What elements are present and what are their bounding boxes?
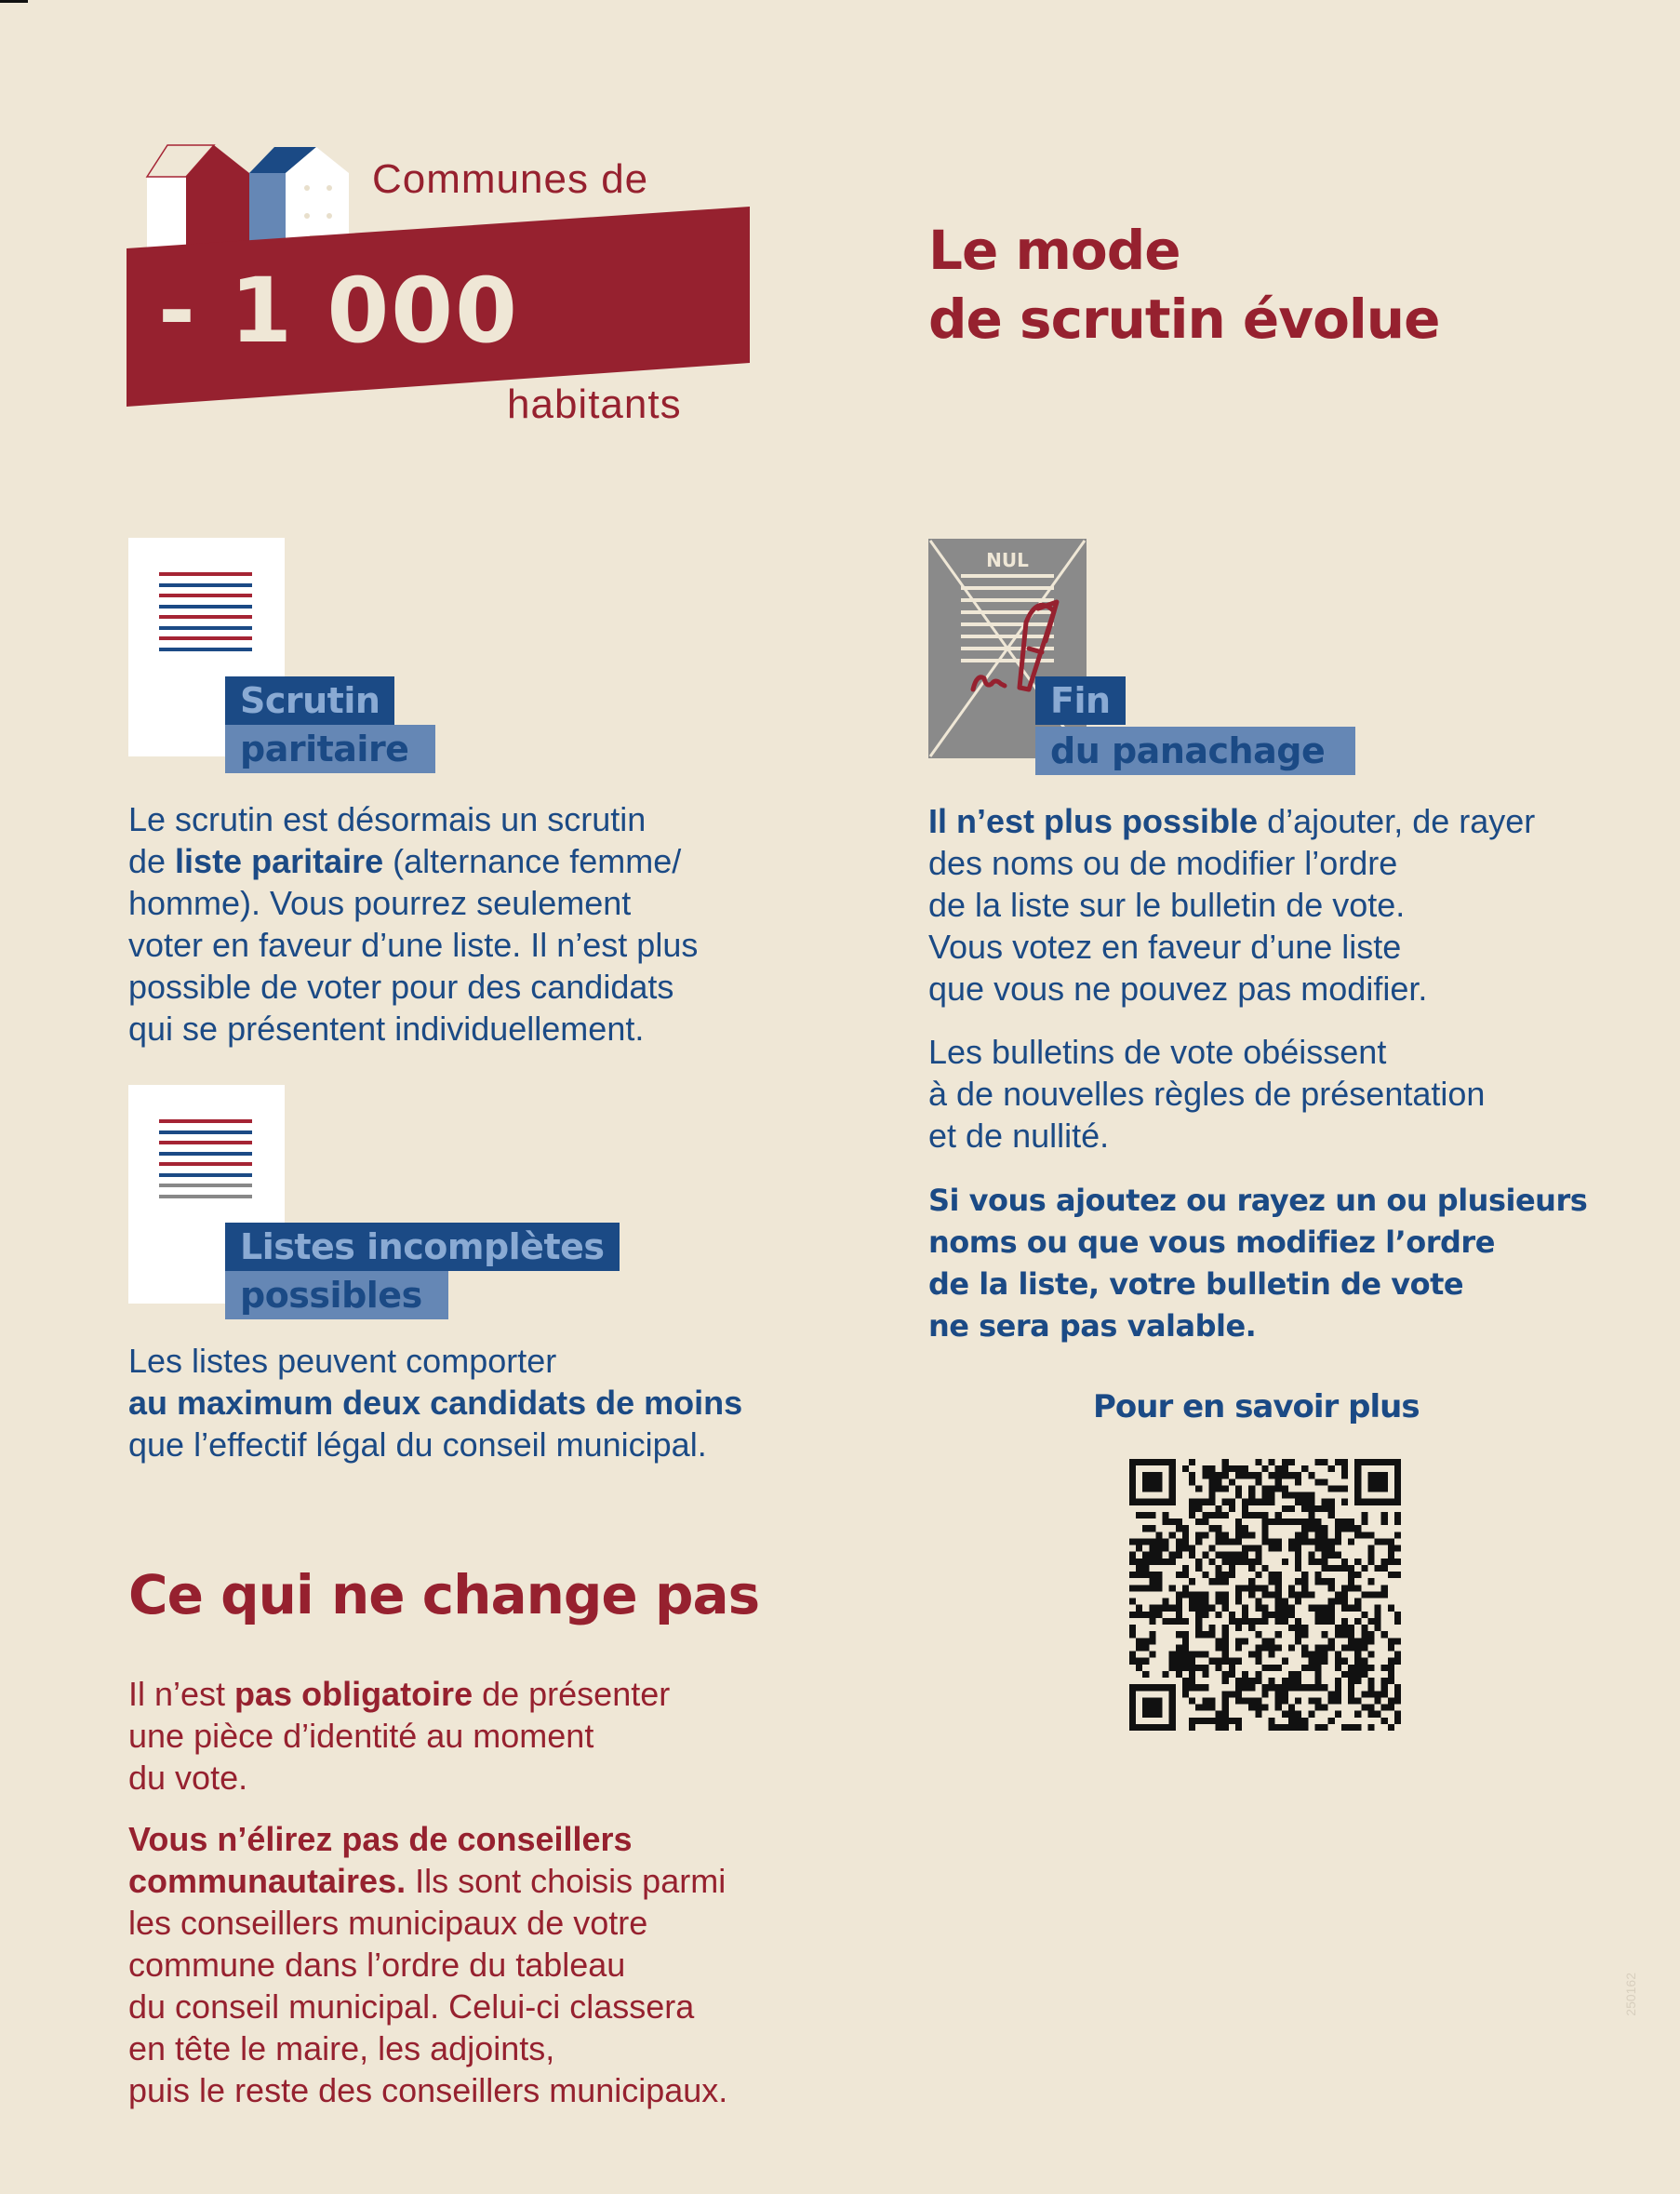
section-title-unchanged: Ce qui ne change pas bbox=[128, 1563, 760, 1626]
text-line: et de nullité. bbox=[928, 1117, 1110, 1155]
text-line: de la liste, votre bulletin de vote bbox=[928, 1266, 1464, 1302]
text-line: à de nouvelles règles de présentation bbox=[928, 1075, 1486, 1113]
text-line: homme). Vous pourrez seulement bbox=[128, 884, 632, 922]
text-line: Les listes peuvent comporter bbox=[128, 1342, 557, 1380]
text-line: Les bulletins de vote obéissent bbox=[928, 1033, 1387, 1071]
document-reference: 250162 bbox=[1623, 1973, 1638, 2016]
text-line bbox=[128, 1382, 742, 1424]
fin-panachage-text-2 bbox=[928, 1031, 1485, 1157]
listes-incompletes-label-2: possibles bbox=[225, 1271, 448, 1319]
text-line: ne sera pas valable. bbox=[928, 1308, 1257, 1344]
page-title bbox=[928, 216, 1439, 354]
text-line: Il n’est plus possible d’ajouter, de rayer bbox=[928, 802, 1536, 840]
text-line: voter en faveur d’une liste. Il n’est plus bbox=[128, 926, 699, 964]
text-line: Si vous ajoutez ou rayez un ou plusieurs bbox=[928, 1183, 1588, 1218]
scrutin-paritaire-label-1: Scrutin bbox=[225, 676, 394, 725]
emphasis: au maximum deux candidats de moins bbox=[128, 1384, 743, 1422]
emphasis: Il n’est plus possible bbox=[928, 802, 1259, 840]
text-line: commune dans l’ordre du tableau bbox=[128, 1946, 626, 1984]
scrutin-paritaire-label-2: paritaire bbox=[225, 725, 435, 773]
text-line: du conseil municipal. Celui-ci classera bbox=[128, 1987, 695, 2026]
emphasis: Vous n’élirez pas de conseillers bbox=[128, 1820, 633, 1858]
text-line: de liste paritaire (alternance femme/ bbox=[128, 842, 682, 880]
emphasis: liste paritaire bbox=[175, 842, 384, 880]
emphasis: communautaires. bbox=[128, 1862, 407, 1900]
emphasis: pas obligatoire bbox=[234, 1675, 473, 1713]
text-line: Le scrutin est désormais un scrutin bbox=[128, 800, 647, 838]
nul-stamp: NUL bbox=[986, 549, 1029, 571]
text-line: possible de voter pour des candidats bbox=[128, 968, 674, 1006]
text-line: qui se présentent individuellement. bbox=[128, 1010, 645, 1048]
text-line: que l’effectif légal du conseil municipal. bbox=[128, 1425, 707, 1464]
text-line: Il n’est pas obligatoire de présenter bbox=[128, 1675, 671, 1713]
null-ballot-pen-icon bbox=[928, 539, 1087, 758]
fin-panachage-label-2: du panachage bbox=[1035, 727, 1355, 775]
text-line bbox=[128, 1818, 727, 1860]
fin-panachage-text-1 bbox=[928, 800, 1535, 1010]
title-line-2: de scrutin évolue bbox=[928, 288, 1440, 351]
unchanged-text-1 bbox=[128, 1673, 670, 1799]
text-line: des noms ou de modifier l’ordre bbox=[928, 844, 1398, 882]
text-line: Vous votez en faveur d’une liste bbox=[928, 928, 1402, 966]
text-line: les conseillers municipaux de votre bbox=[128, 1904, 648, 1942]
title-line-1: Le mode bbox=[928, 219, 1180, 282]
habitants-label: habitants bbox=[507, 381, 682, 427]
more-info-title: Pour en savoir plus bbox=[1093, 1388, 1420, 1425]
qr-code-icon[interactable] bbox=[1129, 1459, 1401, 1731]
listes-incompletes-label-1: Listes incomplètes bbox=[225, 1223, 620, 1271]
population-threshold: - 1 000 bbox=[158, 259, 519, 363]
text-line: en tête le maire, les adjoints, bbox=[128, 2029, 555, 2067]
scrutin-paritaire-text bbox=[128, 798, 698, 1050]
crop-mark bbox=[0, 0, 28, 3]
nullity-warning bbox=[928, 1180, 1587, 1347]
text-line: du vote. bbox=[128, 1759, 248, 1797]
text-line: noms ou que vous modifiez l’ordre bbox=[928, 1224, 1495, 1260]
text-line: communautaires. Ils sont choisis parmi bbox=[128, 1862, 727, 1900]
text-line: de la liste sur le bulletin de vote. bbox=[928, 886, 1406, 924]
text-line: puis le reste des conseillers municipaux. bbox=[128, 2071, 728, 2109]
communes-de-label: Communes de bbox=[372, 156, 649, 202]
fin-panachage-label-1: Fin bbox=[1035, 676, 1126, 725]
unchanged-text-2 bbox=[128, 1818, 727, 2111]
text-line: que vous ne pouvez pas modifier. bbox=[928, 970, 1428, 1008]
listes-incompletes-text bbox=[128, 1340, 742, 1465]
text-line: une pièce d’identité au moment bbox=[128, 1717, 594, 1755]
